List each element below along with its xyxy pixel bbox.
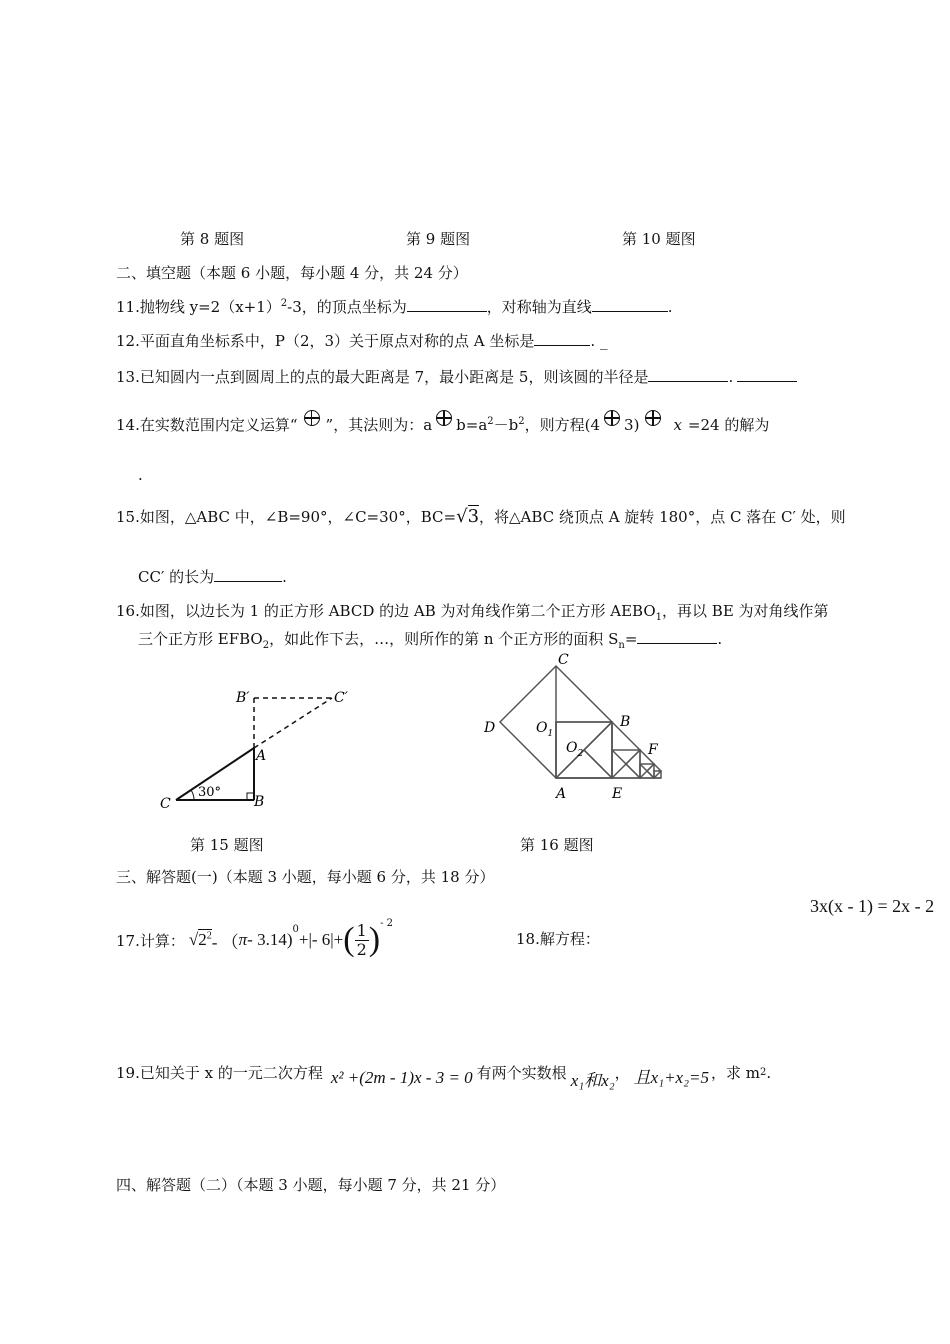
question-13: 13.已知圆内一点到圆周上的点的最大距离是 7，最小距离是 5，则该圆的半径是 . [116, 366, 797, 387]
answer-blank[interactable] [737, 367, 797, 382]
answer-blank[interactable] [637, 629, 717, 644]
sqrt-symbol: √ [456, 506, 468, 527]
section-fill-in: 二、填空题（本题 6 小题，每小题 4 分，共 24 分） [116, 264, 468, 282]
question-16-line2: 三个正方形 $EFBO_2$，如此作下去，…，则所作的第 n 个正方形的面积 $S_n=$ . [138, 630, 723, 651]
diagonal-o2 [584, 750, 612, 778]
sqrt-expression: $√2^2$ [188, 930, 212, 949]
label-c: C [558, 652, 569, 668]
paren-right: ) [368, 921, 381, 958]
label-angle: 30° [198, 785, 222, 800]
label-f: F [648, 742, 658, 758]
answer-blank[interactable] [648, 367, 728, 382]
caption-fig15: 第 15 题图 [190, 836, 264, 854]
segment-a-c-prime [254, 698, 332, 748]
label-b: B [620, 714, 631, 730]
oplus-icon [604, 410, 620, 426]
question-11: 11.抛物线 $y=2(x+1)^2-3$，的顶点坐标为 ，对称轴为直线 . [116, 298, 673, 316]
question-16: 16.如图，以边长为 1 的正方形 ABCD 的边 AB 为对角线作第二个正方形 $AEBO_1$，再以 BE 为对角线作第 [116, 602, 829, 623]
question-15: 15.如图，△ABC 中，∠B=90°，∠C=30°，BC=√3，将△ABC 绕顶点 A 旋转 180°，点 C 落在 C′ 处，则 [116, 506, 846, 527]
paren-left: ( [343, 921, 355, 958]
question-14-end: . [138, 466, 143, 484]
question-18: 18.解方程： [516, 930, 600, 948]
label-o2: $O_2$ [566, 740, 584, 759]
label-o1: $O_1$ [536, 720, 554, 739]
section-solve-2: 四、解答题（二）（本题 3 小题，每小题 7 分，共 21 分） [116, 1176, 506, 1194]
caption-fig9: 第 9 题图 [406, 230, 471, 248]
oplus-icon [304, 410, 320, 426]
right-angle-mark [247, 793, 254, 800]
figure-16 [480, 652, 680, 812]
question-18-equation: 3x(x - 1) = 2x - 2 [810, 896, 935, 916]
label-c-prime: C′ [334, 690, 348, 706]
label-a: A [556, 786, 567, 802]
caption-fig10: 第 10 题图 [622, 230, 696, 248]
question-17: 17.计算： $√2^2$ - （ π - 3.14) $^0$ +|- 6|+ ( $\frac{1}{2}$ ) $^{- 2}$ [116, 918, 394, 959]
answer-blank[interactable] [407, 297, 487, 312]
question-15-answer: CC′ 的长为 . [138, 568, 287, 586]
caption-fig8: 第 8 题图 [180, 230, 245, 248]
section-solve-1: 三、解答题(一)（本题 3 小题，每小题 6 分，共 18 分） [116, 868, 495, 886]
question-12: 12.平面直角坐标系中，P（2，3）关于原点对称的点 A 坐标是 . _ [116, 332, 608, 350]
question-14: 14.在实数范围内定义运算“ ”，其法则为：a $b=a^2-b^2$，则方程(4 3) x =24 的解为 [116, 414, 769, 435]
answer-blank[interactable] [214, 567, 282, 582]
label-c: C [160, 796, 171, 812]
answer-blank[interactable] [592, 297, 668, 312]
label-b-prime: B′ [236, 690, 250, 706]
answer-blank[interactable] [534, 331, 590, 346]
label-d: D [484, 720, 496, 736]
oplus-icon [645, 410, 661, 426]
label-b: B [254, 794, 265, 810]
question-19: 19.已知关于 x 的一元二次方程 x² +(2m - 1)x - 3 = 0 有两个实数根 x₁和x₂ ， 且x₁+x₂=5 ，求 m 2 . [116, 1063, 772, 1090]
label-a: A [256, 748, 267, 764]
angle-arc [191, 790, 194, 800]
caption-fig16: 第 16 题图 [520, 836, 594, 854]
figure-15 [150, 678, 370, 818]
label-e: E [612, 786, 623, 802]
fraction-one-half: $\frac{1}{2}$ [356, 920, 367, 959]
oplus-icon [436, 410, 452, 426]
